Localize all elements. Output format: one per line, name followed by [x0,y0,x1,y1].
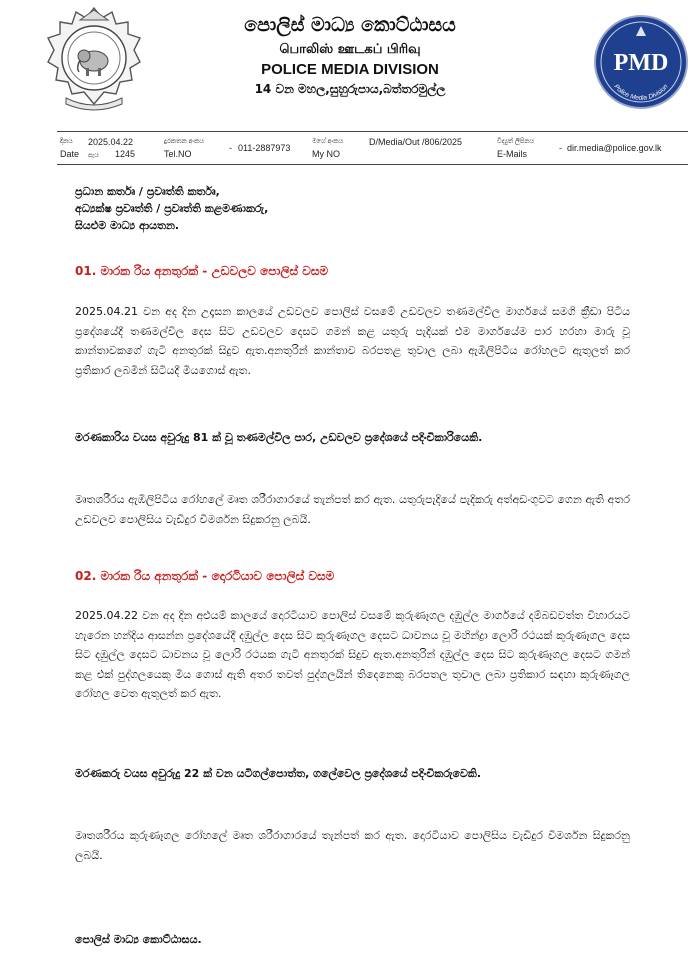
recipient-line: සියළුම මාධ්‍ය ආයතන. [75,219,180,232]
date-label: Date [60,149,80,159]
email-label: E-Mails [497,149,528,159]
recipient-line: අධ්‍යක්ෂ ප්‍රවෘත්ති / ප්‍රවෘත්ති කළමණාකරු, [75,202,269,215]
letterhead-title-sinhala: පොලිස් මාධ්‍ය කොට්ඨාසය [244,14,456,36]
letterhead [170,10,530,98]
letterhead-title-tamil: பொலிஸ் ஊடகப் பிரிவு [279,42,421,57]
tel-label-sinhala: දුරකතන අංකය [164,138,205,145]
tel-separator: - [229,143,232,153]
incident-2-followup: මෘතශරීරය කුරුණෑගල රෝහලේ මෘත ශරීරාගාරයේ තැන්පත් කර ඇත. දොරටියාව පොලිසිය වැඩිදුර විමර්ශන සිදුකරනු ලබයි. [75,829,630,862]
police-emblem-logo [46,6,142,112]
email-value: dir.media@police.gov.lk [567,143,662,153]
incident-1-heading [75,264,328,279]
contact-details-bar [57,131,688,165]
tel-value: 011-2887973 [238,143,291,153]
date-value: 2025.04.22 [88,137,134,147]
time-value: 1245 [115,149,136,159]
email-separator: - [559,143,562,153]
incident-1-description: 2025.04.21 වන අද දින උදෑසන කාලයේ උඩවලව පොලිස් වසමේ උඩවලව තණමල්විල මාර්ගයේ සමගි ක්‍රීඩා පිටිය ප්‍රදේශයේදී තණමල්විල දෙස සිට උඩවලව දෙසට ගමන් කළ යතුරු පැදියක් එම මාර්ගයේම පාර හරහා මාරු වූ කාන්තාවකගේ ගැටී අනතුරක් සිදුව ඇත.අනතුරින් කාන්තාව බරපතළ තුවාල ලබා ඇඹිලිපිටිය රෝහලට ඇතුලත් කර ප්‍රතිකාර ලබමින් සිටියදී මියගොස් ඇත. [75,305,630,377]
incident-2-victim-details: මරණකරු වයස අවුරුදු 22 ක් වන යටිගල්පොත්ත, ගලේවෙල ප්‍රදේශයේ පදිංචිකරුවෙකි. [75,767,482,780]
incident-1-followup: මෘතශරීරය ඇඹිලිපිටිය රෝහලේ මෘත ශරීරාගාරයේ තැන්පත් කර ඇත. යතුරුපැදියේ පැදිකරු අත්අඩංගුවට ගෙන ඇති අතර උඩවලව පොලිසිය වැඩිදුර විමර්ශන සිදුකරනු ලබයි. [75,493,630,526]
tel-label: Tel.NO [164,149,192,159]
incident-2-heading [75,569,334,584]
pmd-logo [592,14,690,110]
letterhead-address: 14 වන මහල,සුහුරුපාය,බත්තරමුල්ල [254,82,446,96]
incident-2-number: 02. [75,569,97,583]
incident-2-description: 2025.04.22 වන අද දින අළුයම් කාලයේ දොරටියාව පොලිස් වසමේ කුරුණෑගල දඹුල්ල මාර්ගයේ දම්බඩවත්ත විහාරයට හැරෙන හන්දිය ආසන්න ප්‍රදේශයේදී දඹුල්ල දෙස සිට කුරුණෑගල දෙසට ධාවනය වූ මහින්ද්‍රා ලොරි රථයක් කුරුණෑගල දෙස සිට දඹුල්ල දෙසට ධාවනය වූ ලොරි රථයක ගැටී අනතුරක් සිදුව ඇත.අනතුරින් දඹුල්ල දෙස සිට කුරුණෑගල දෙසට ගමන් කළ එක් පුද්ගලයෙකු මිය ගොස් ඇති අතර තවත් පුද්ගලයින් තිදෙනෙකු බරපතල තුවාල ලබා ප්‍රතිකාර සඳහා කුරුණෑගල රෝහල වෙත ඇතුලත් කර ඇත. [75,609,630,700]
pmd-logo-arc-text: Police Media Division [612,83,670,102]
recipients-block [75,183,268,234]
incident-1-victim-details: මරණකාරිය වයස අවුරුදු 81 ක් වූ තණමල්විල පාර, උඩවලව ප්‍රදේශයේ පදිංචිකාරියෙකි. [75,431,483,444]
time-label-sinhala: පැය [88,152,99,159]
pmd-logo-text: PMD [613,50,669,76]
incident-2-title: මාරක රිය අනතුරක් - දොරටියාව පොලිස් වසම [100,569,335,583]
myno-value: D/Media/Out /806/2025 [369,137,463,147]
signature: පොලිස් මාධ්‍ය කොට්ඨාසය. [75,933,202,946]
incident-1-title: මාරක රිය අනතුරක් - උඩවලව පොලිස් වසම [100,264,329,278]
date-label-sinhala: දිනය [60,138,73,145]
myno-label: My NO [312,149,340,159]
recipient-line: ප්‍රධාන කර්තෘ / ප්‍රවෘත්ති කර්තෘ, [75,185,220,198]
myno-label-sinhala: මගේ අංකය [312,138,344,145]
incident-1-number: 01. [75,264,97,278]
email-label-sinhala: විද්‍යුත් ලිපිනය [497,138,535,145]
letterhead-title-english: POLICE MEDIA DIVISION [261,61,439,78]
